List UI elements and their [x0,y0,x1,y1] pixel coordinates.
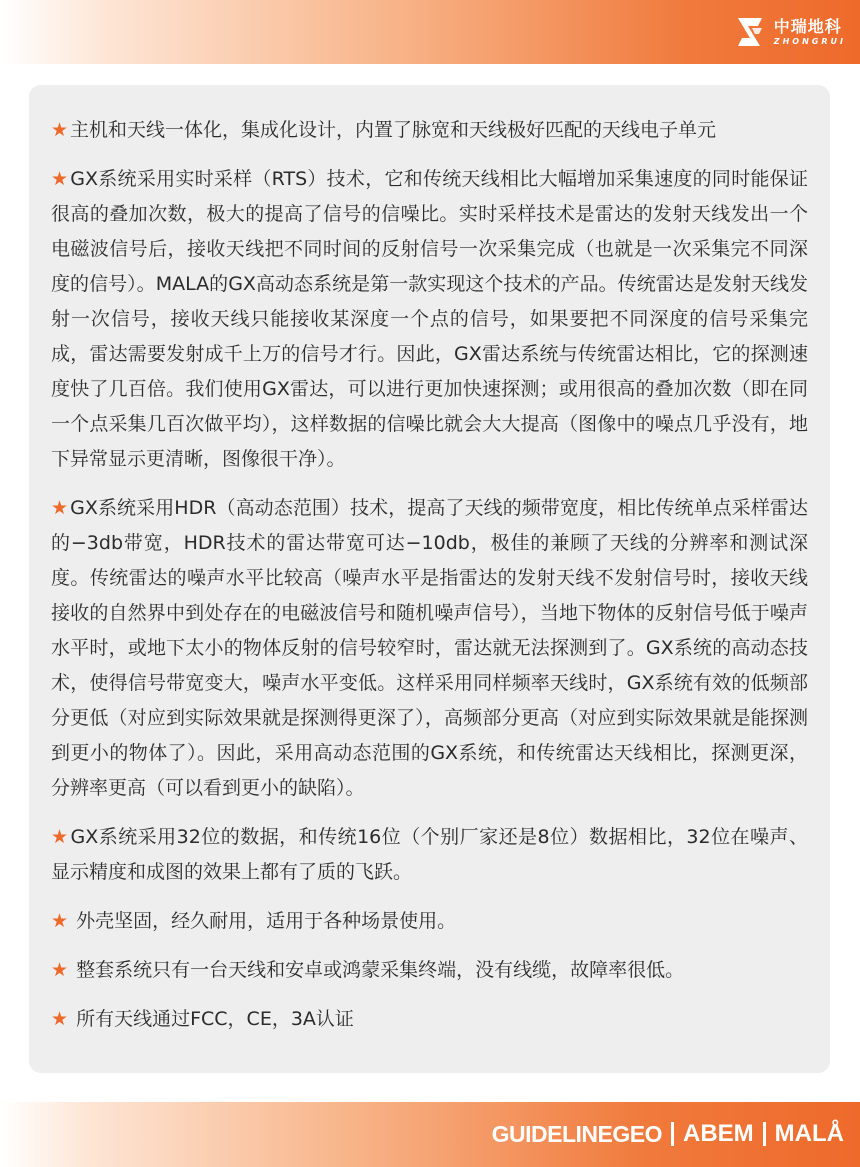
feature-paragraph-7 [51,1002,808,1037]
feature-paragraph-2 [51,162,808,477]
brand-divider [763,1122,766,1146]
brand-divider [671,1122,674,1146]
star-icon: ★ [51,826,69,848]
feature-text: 外壳坚固，经久耐用，适用于各种场景使用。 [70,910,457,932]
feature-paragraph-1 [51,113,808,148]
abem-logo: ABEM [683,1120,754,1147]
star-icon: ★ [51,910,69,932]
footer-band [0,1102,860,1167]
logo-chinese-name: 中瑞地科 [773,16,842,36]
star-icon: ★ [51,168,69,190]
mala-logo: MALÅ [774,1120,844,1147]
header-band [0,0,860,64]
guidelinegeo-logo: GUIDELINEGEO [491,1120,662,1147]
feature-paragraph-4 [51,820,808,890]
feature-text: GX系统采用HDR（高动态范围）技术，提高了天线的频带宽度，相比传统单点采样雷达的−3db带宽，HDR技术的雷达带宽可达−10db，极佳的兼顾了天线的分辨率和测试深度。传统雷达的噪声水平比较高（噪声水平是指雷达的发射天线不发射信号时，接收天线接收的自然界中到处存在的电磁波信号和随机噪声信号），当地下物体的反射信号低于噪声水平时，或地下太小的物体反射的信号较窄时，雷达就无法探测到了。GX系统的高动态技术，使得信号带宽变大，噪声水平变低。这样采用同样频率天线时，GX系统有效的低频部分更低（对应到实际效果就是探测得更深了），高频部分更高（对应到实际效果就是能探测到更小的物体了）。因此，采用高动态范围的GX系统，和传统雷达天线相比，探测更深，分辨率更高（可以看到更小的缺陷）。 [51,497,808,799]
brand-logos [492,1120,844,1148]
feature-paragraph-3 [51,491,808,806]
feature-text: GX系统采用32位的数据，和传统16位（个别厂家还是8位）数据相比，32位在噪声、显示精度和成图的效果上都有了质的飞跃。 [51,826,808,883]
star-icon: ★ [51,959,69,981]
zhongrui-logo [732,14,846,50]
feature-paragraph-5 [51,904,808,939]
feature-text: 整套系统只有一台天线和安卓或鸿蒙采集终端，没有线缆，故障率很低。 [70,959,685,981]
zhongrui-logo-icon [732,14,768,50]
star-icon: ★ [51,119,69,141]
feature-text: GX系统采用实时采样（RTS）技术，它和传统天线相比大幅增加采集速度的同时能保证很高的叠加次数，极大的提高了信号的信噪比。实时采样技术是雷达的发射天线发出一个电磁波信号后，接收天线把不同时间的反射信号一次采集完成（也就是一次采集完不同深度的信号）。MALA的GX高动态系统是第一款实现这个技术的产品。传统雷达是发射天线发射一次信号，接收天线只能接收某深度一个点的信号，如果要把不同深度的信号采集完成，雷达需要发射成千上万的信号才行。因此，GX雷达系统与传统雷达相比，它的探测速度快了几百倍。我们使用GX雷达，可以进行更加快速探测；或用很高的叠加次数（即在同一个点采集几百次做平均），这样数据的信噪比就会大大提高（图像中的噪点几乎没有，地下异常显示更清晰，图像很干净）。 [51,168,808,470]
feature-text: 主机和天线一体化，集成化设计，内置了脉宽和天线极好匹配的天线电子单元 [70,119,717,141]
feature-paragraph-6 [51,953,808,988]
logo-english-name: ZHONGRUI [773,36,846,46]
feature-panel [29,85,830,1073]
star-icon: ★ [51,1008,69,1030]
star-icon: ★ [51,497,69,519]
feature-text: 所有天线通过FCC，CE，3A认证 [70,1008,354,1030]
